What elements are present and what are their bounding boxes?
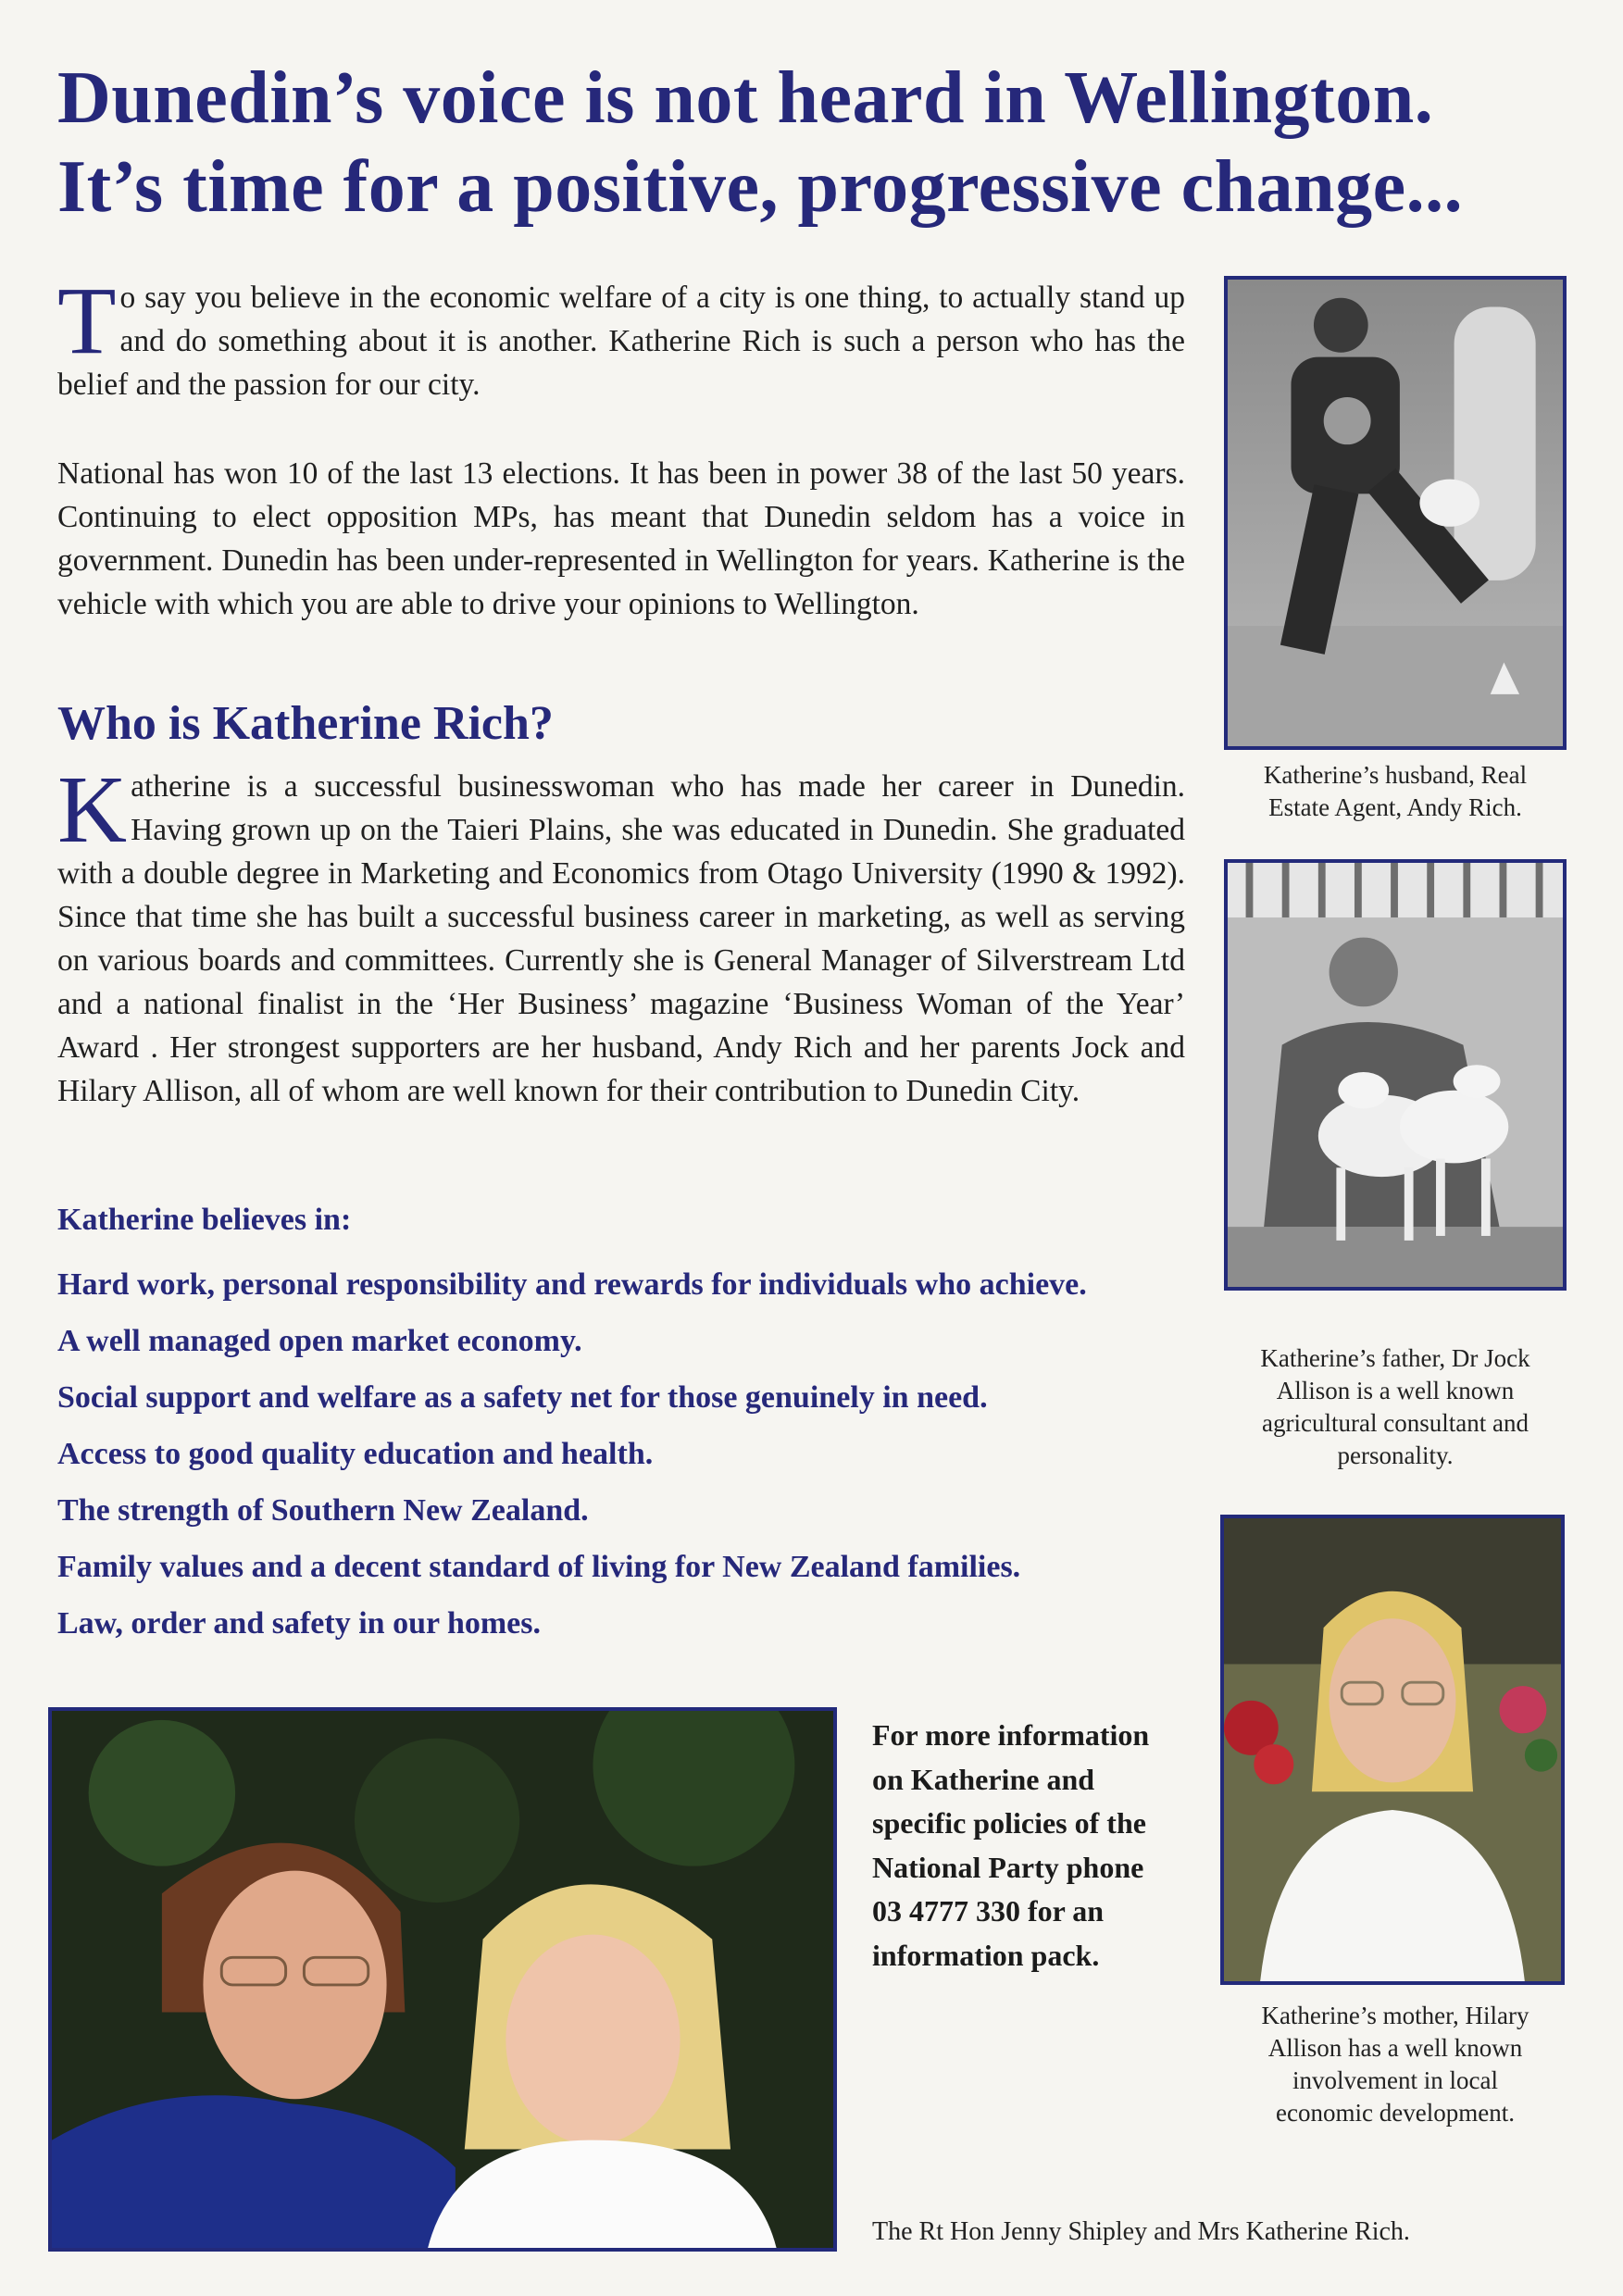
caption-line: Katherine’s mother, Hilary [1261,2002,1529,2029]
who-dropcap: K [57,756,128,863]
father-caption [1220,1342,1570,1472]
belief-item: Access to good quality education and health. [57,1437,654,1471]
info-line: National Party phone [872,1850,1144,1884]
caption-line: Katherine’s husband, Real [1263,761,1528,789]
headline-line-2: It’s time for a positive, progressive change... [57,146,1464,228]
who-heading: Who is Katherine Rich? [57,697,554,750]
caption-line: agricultural consultant and [1262,1409,1529,1437]
information-note [872,1714,1178,1978]
mother-caption [1220,2000,1570,2129]
intro-text: o say you believe in the economic welfare of a city is one thing, to actually stand up and do something about it is another. Katherine Rich is such a person who has the belief and the passion for our city. [57,281,1185,402]
caption-line: Allison is a well known [1276,1377,1515,1404]
shipley-rich-photo [48,1707,837,2252]
caption-line: Katherine’s father, Dr Jock [1260,1344,1530,1372]
caption-line: personality. [1337,1441,1454,1469]
belief-item: Social support and welfare as a safety net for those genuinely in need. [57,1380,988,1415]
info-line: 03 4777 330 for an [872,1894,1105,1928]
info-line: For more information [872,1718,1150,1752]
who-paragraph [57,756,1185,1113]
belief-item: A well managed open market economy. [57,1324,582,1358]
husband-caption [1220,759,1570,824]
caption-line: Allison has a well known [1267,2034,1523,2062]
belief-item: Law, order and safety in our homes. [57,1606,542,1641]
headline-line-1: Dunedin’s voice is not heard in Wellington. [57,57,1434,139]
beliefs-title: Katherine believes in: [57,1203,352,1237]
belief-item: The strength of Southern New Zealand. [57,1493,589,1528]
caption-line: Estate Agent, Andy Rich. [1268,793,1522,821]
intro-paragraph [57,268,1185,406]
father-lambs-photo [1224,859,1567,1291]
info-line: specific policies of the [872,1806,1146,1840]
headline [57,54,1576,231]
belief-item: Family values and a decent standard of living for New Zealand families. [57,1550,1021,1584]
caption-line: economic development. [1276,2099,1515,2127]
intro-dropcap: T [57,268,117,374]
caption-line: involvement in local [1292,2066,1498,2094]
info-line: information pack. [872,1938,1100,1972]
who-text: atherine is a successful businesswoman who has made her career in Dunedin. Having grown up on the Taieri Plains, she was educated in Dunedin. She graduated with a double degree in Marketing and Economics from Otago University (1990 & 1992). Since that time she has built a successful business career in marketing, as well as serving on various boards and committees. Currently she is General Manager of Silverstream Ltd and a national finalist in the ‘Her Business’ magazine ‘Business Woman of the Year’ Award . Her strongest supporters are her husband, Andy Rich and her parents Jock and Hilary Allison, all of whom are well known for their contribution to Dunedin City. [57,769,1185,1108]
national-paragraph: National has won 10 of the last 13 elections. It has been in power 38 of the last 50 years. Continuing to elect opposition MPs, has meant that Dunedin seldom has a voice in government. Dunedin has been under-represented in Wellington for years. Katherine is the vehicle with which you are able to drive your opinions to Wellington. [57,456,1185,621]
belief-item: Hard work, personal responsibility and rewards for individuals who achieve. [57,1267,1087,1302]
info-line: on Katherine and [872,1762,1095,1796]
mother-photo [1220,1515,1565,1985]
husband-rugby-photo [1224,276,1567,750]
group-photo-caption: The Rt Hon Jenny Shipley and Mrs Katherine Rich. [872,2217,1410,2246]
beliefs-list [57,1256,1196,1652]
